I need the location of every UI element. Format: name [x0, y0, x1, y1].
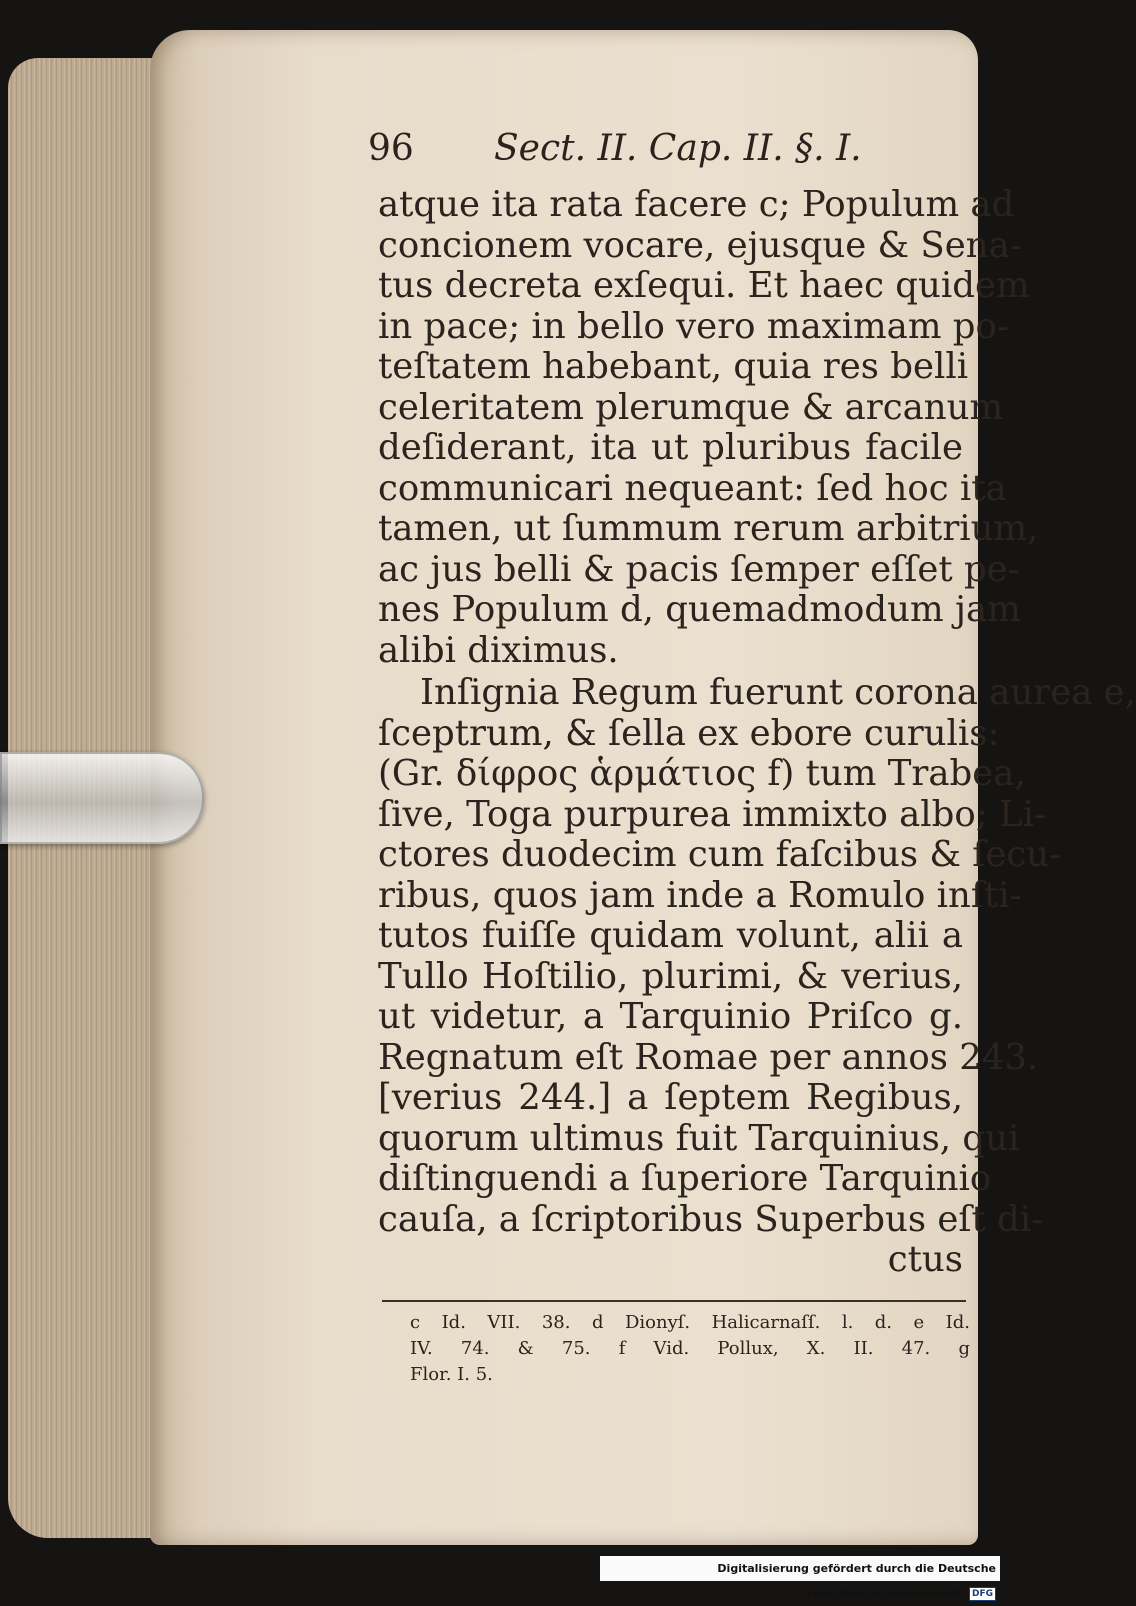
text-line: Tullo Hoſtilio, plurimi, & verius, [378, 955, 963, 997]
text-line: ſceptrum, & ſella ex ebore curulis: [378, 712, 1000, 754]
text-line: nes Populum d, quemadmodum jam [378, 589, 1021, 630]
text-line: tus decreta exſequi. Et haec quidem [378, 265, 1030, 306]
text-line: (Gr. δίφρος ἁρμάτιος f) tum Trabea, [378, 753, 1026, 794]
text-line: Inſignia Regum fuerunt corona aurea e, [420, 672, 1136, 713]
running-header [368, 128, 928, 176]
text-line: atque ita rata facere c; Populum ad [378, 184, 1015, 225]
footnote-line: Flor. I. 5. [410, 1364, 493, 1385]
text-line: diſtinguendi a ſuperiore Tarquinio [378, 1158, 992, 1199]
text-line: ctores duodecim cum faſcibus & ſecu- [378, 834, 1062, 875]
text-line: in pace; in bello vero maximam po- [378, 305, 1009, 347]
text-line: celeritatem plerumque & arcanum [378, 386, 1004, 428]
digitization-credit [600, 1556, 1000, 1600]
text-line: [verius 244.] a ſeptem Regibus, [378, 1077, 963, 1118]
dfg-logo: DFG [969, 1587, 996, 1601]
text-line: deſiderant, ita ut pluribus facile [378, 427, 963, 468]
text-line: teſtatem habebant, quia res belli [378, 346, 969, 387]
text-line: ſive, Toga purpurea immixto albo; Li- [378, 793, 1046, 835]
text-line: communicari nequeant: ſed hoc ita [378, 467, 1007, 509]
page-number: 96 [368, 128, 414, 169]
text-line: quorum ultimus fuit Tarquinius, qui [378, 1117, 1020, 1159]
credit-text: Digitalisierung gefördert durch die Deutsche Forschungsgemeinschaft [717, 1562, 996, 1600]
footnote-line: IV. 74. & 75. f Vid. Pollux, X. II. 47. g [410, 1338, 970, 1359]
text-line: concionem vocare, ejusque & Sena- [378, 224, 1022, 266]
text-line: Regnatum eſt Romae per annos 243. [378, 1036, 1039, 1078]
text-line: alibi diximus. [378, 629, 619, 671]
catchword: ctus [887, 1239, 963, 1280]
text-line: cauſa, a ſcriptoribus Superbus eſt di- [378, 1198, 1044, 1240]
text-line: ac jus belli & pacis ſemper eſſet pe- [378, 548, 1020, 590]
text-line: ribus, quos jam inde a Romulo inſti- [378, 874, 1022, 916]
page-clip [0, 752, 204, 844]
text-line: tutos fuiſſe quidam volunt, alii a [378, 915, 963, 956]
paragraph-2 [378, 672, 1136, 1281]
footnote-rule [382, 1300, 966, 1302]
text-line: tamen, ut ſummum rerum arbitrium, [378, 508, 1039, 549]
running-title: Sect. II. Cap. II. §. I. [494, 128, 862, 169]
text-line: ut videtur, a Tarquinio Priſco g. [378, 996, 963, 1037]
paragraph-1 [378, 184, 1039, 671]
footnote-line: c Id. VII. 38. d Dionyſ. Halicarnaſſ. l. d. e Id. [410, 1312, 970, 1333]
footnotes [410, 1310, 970, 1388]
